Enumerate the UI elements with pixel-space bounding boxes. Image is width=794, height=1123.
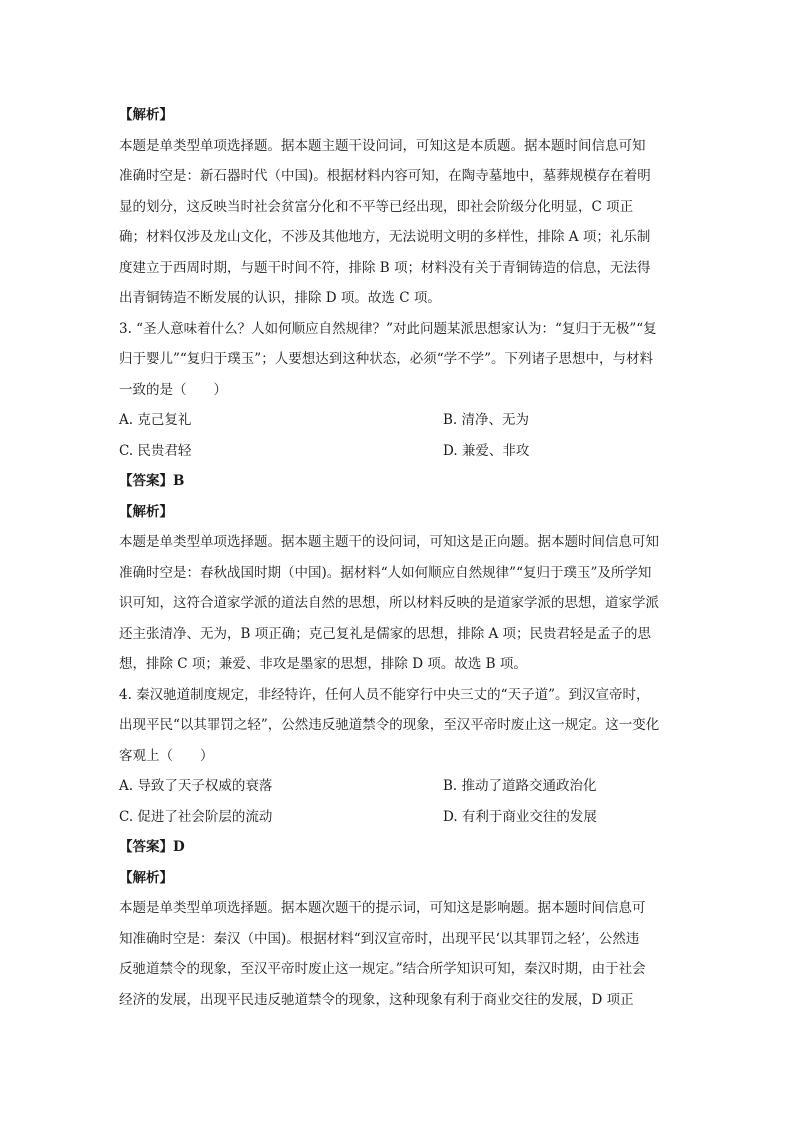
analysis-line: 反驰道禁令的现象，至汉平帝时废止这一规定。”结合所学知识可知，秦汉时期，由于社会: [119, 961, 646, 977]
option-row: [119, 405, 675, 436]
option-c: C. 促进了社会阶层的流动: [119, 808, 273, 825]
option-row: [119, 771, 675, 802]
option-a: A. 导致了天子权威的衰落: [119, 778, 273, 794]
analysis-line: 确；材料仅涉及龙山文化，不涉及其他地方，无法说明文明的多样性，排除 A 项；礼乐制: [119, 229, 651, 245]
option-d: D. 有利于商业交往的发展: [443, 808, 597, 825]
option-d: D. 兼爱、非攻: [443, 442, 530, 459]
question-stem-line: 归于婴儿”“复归于璞玉”；人要想达到这种状态，必须“学不学”。下列诸子思想中，与材料: [119, 351, 654, 367]
analysis-line: 准确时空是：新石器时代（中国)。根据材料内容可知，在陶寺墓地中，墓葬规模存在着明: [119, 168, 651, 184]
analysis-heading: 【解析】: [119, 107, 173, 123]
analysis-line: 准确时空是：春秋战国时期（中国)。据材料“人如何顺应自然规律”“复归于璞玉”及所学知: [119, 564, 652, 581]
analysis-line: 经济的发展，出现平民违反驰道禁令的现象，这种现象有利于商业交往的发展，D 项正: [119, 991, 634, 1008]
analysis-line: 还主张清净、无为，B 项正确；克己复礼是儒家的思想，排除 A 项；民贵君轻是孟子的思: [119, 625, 652, 642]
option-a: A. 克己复礼: [119, 412, 192, 428]
analysis-line: 本题是单类型单项选择题。据本题次题干的提示词，可知这是影响题。据本题时间信息可: [119, 900, 646, 916]
analysis-heading: 【解析】: [119, 869, 173, 886]
analysis-line: 本题是单类型单项选择题。据本题主题干设问词，可知这是本质题。据本题时间信息可知: [119, 137, 646, 154]
analysis-line: 识可知，这符合道家学派的道法自然的思想，所以材料反映的是道家学派的思想，道家学派: [119, 595, 659, 611]
question-stem-line: 出现平民“以其罪罚之轻”，公然违反驰道禁令的现象，至汉平帝时废止这一规定。这一变化: [119, 717, 660, 733]
analysis-line: 显的划分，这反映当时社会贫富分化和不平等已经出现，即社会阶级分化明显，C 项正: [119, 198, 634, 215]
document-content: [119, 100, 675, 1015]
question-stem-line: 4. 秦汉驰道制度规定，非经特许，任何人员不能穿行中央三丈的“天子道”。到汉宣帝时，: [119, 686, 650, 703]
analysis-line: 出青铜铸造不断发展的认识，排除 D 项。故选 C 项。: [119, 290, 441, 306]
answer-line: 【答案】B: [119, 473, 185, 489]
analysis-line: 度建立于西周时期，与题干时间不符，排除 B 项；材料没有关于青铜铸造的信息，无法得: [119, 259, 651, 276]
question-stem-line: 3. “圣人意味着什么？人如何顺应自然规律？”对此问题某派思想家认为：“复归于无极”“复: [119, 320, 657, 337]
question-stem-line: 一致的是（ ）: [119, 381, 227, 398]
option-b: B. 清净、无为: [443, 412, 530, 428]
analysis-line: 本题是单类型单项选择题。据本题主题干的设问词，可知这是正向题。据本题时间信息可知: [119, 534, 659, 550]
analysis-heading: 【解析】: [119, 503, 173, 520]
option-row: [119, 802, 675, 833]
analysis-line: 想，排除 C 项；兼爱、非攻是墨家的思想，排除 D 项。故选 B 项。: [119, 656, 527, 672]
option-c: C. 民贵君轻: [119, 442, 192, 459]
question-stem-line: 客观上（ ）: [119, 747, 214, 764]
answer-line: 【答案】D: [119, 839, 185, 855]
option-row: [119, 436, 675, 467]
analysis-line: 知准确时空是：秦汉（中国)。根据材料“到汉宣帝时，出现平民‘以其罪罚之轻’，公然违: [119, 930, 640, 947]
option-b: B. 推动了道路交通政治化: [443, 778, 597, 794]
